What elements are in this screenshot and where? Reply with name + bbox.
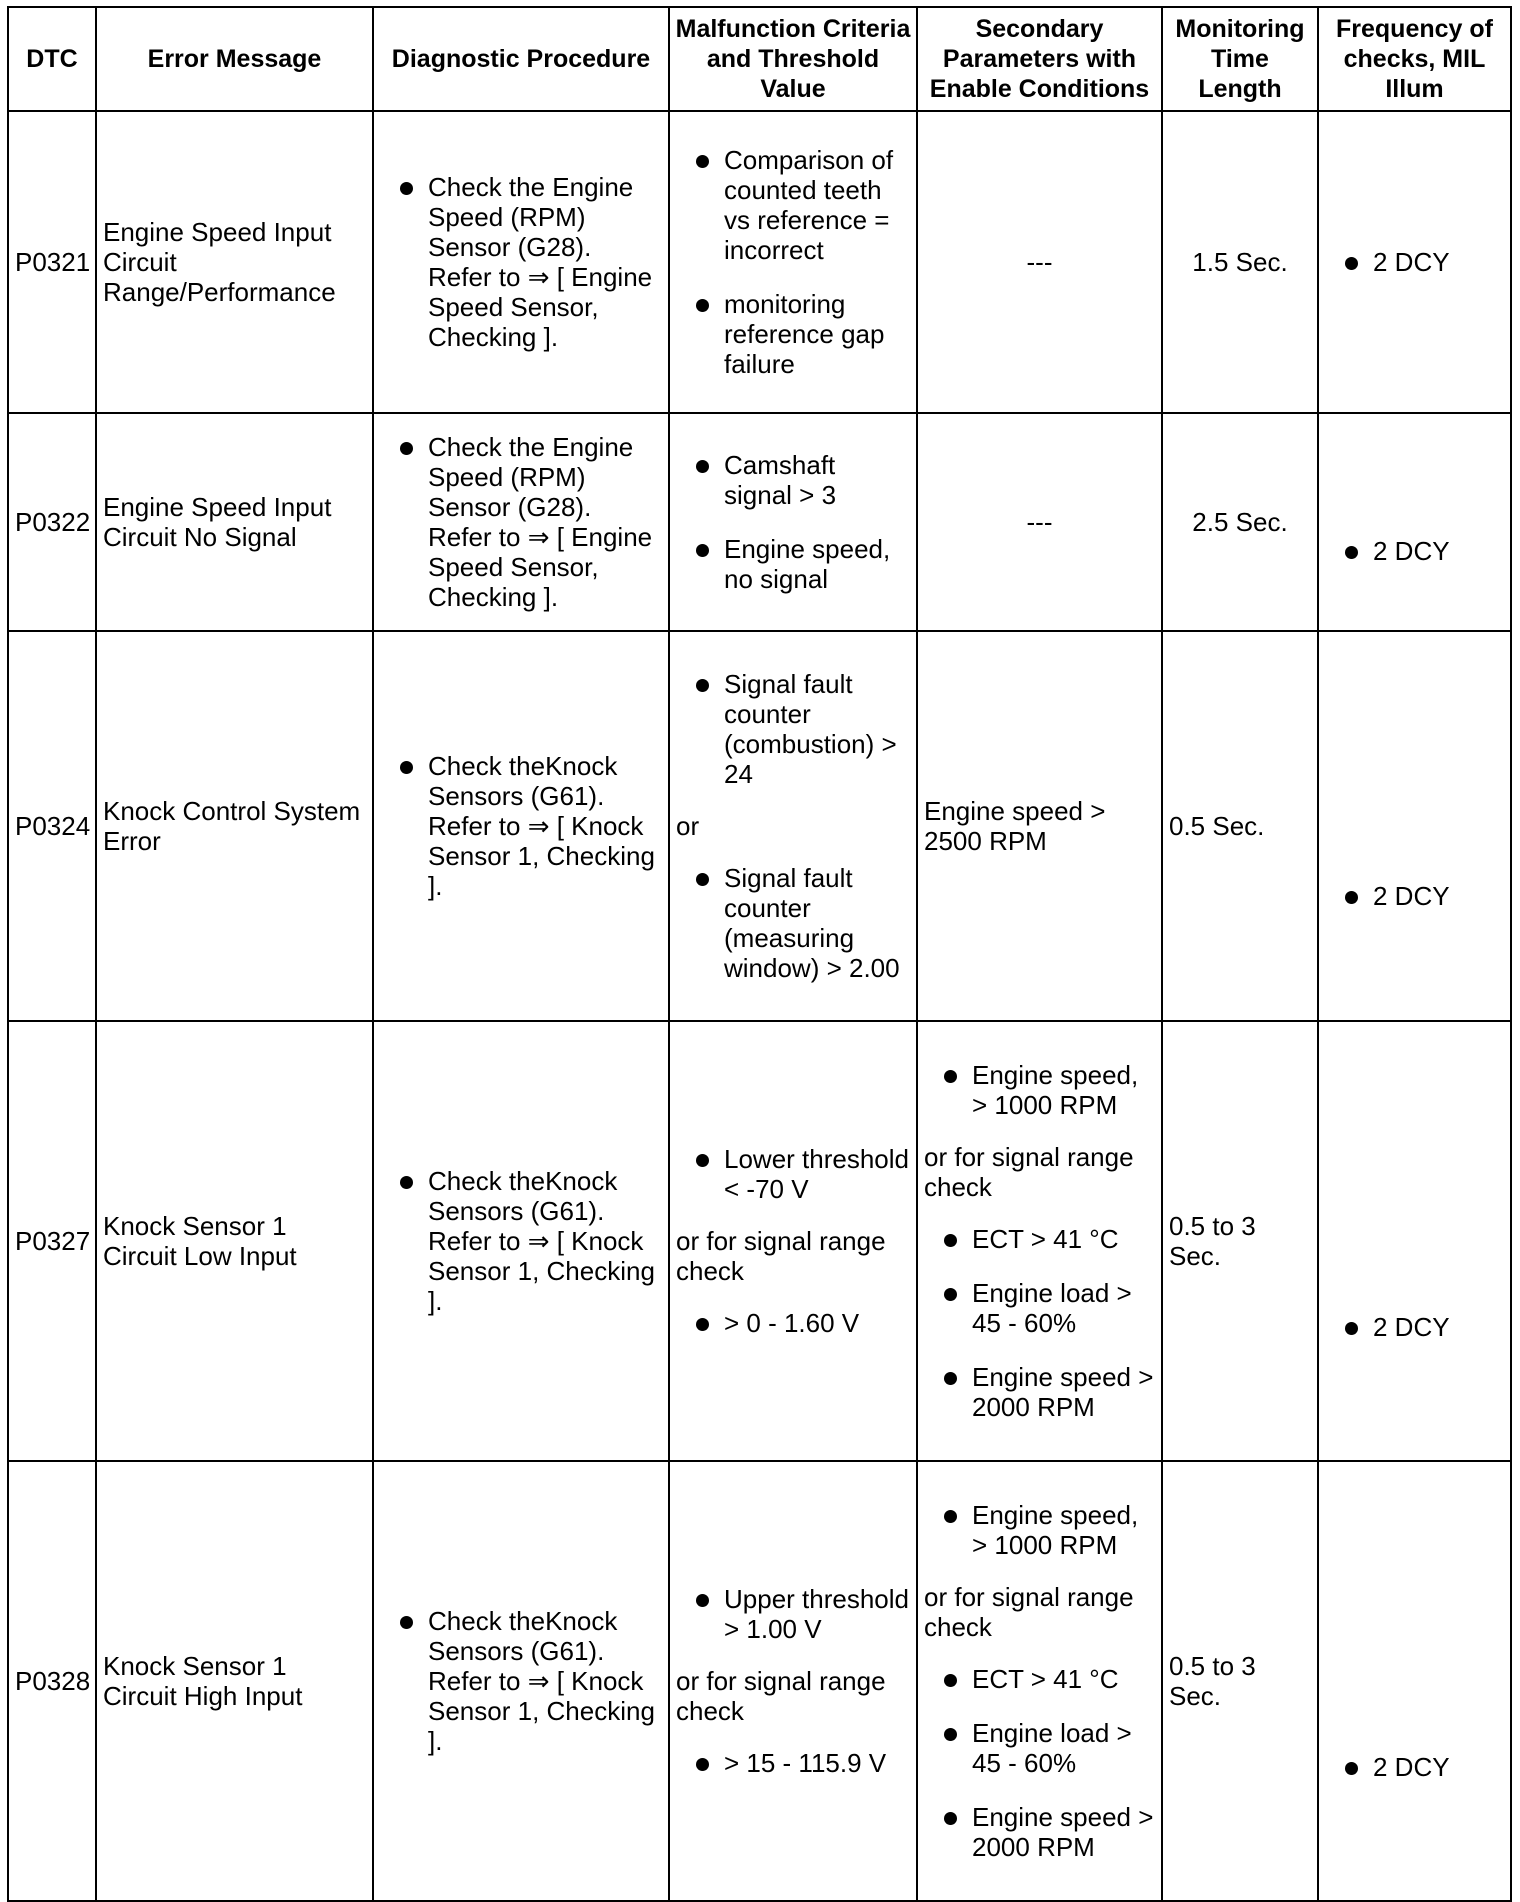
dtc-table [7, 6, 1512, 1902]
monitoring-time: 2.5 Sec. [1162, 413, 1318, 631]
secondary-item: ECT > 41 °C [924, 1224, 1155, 1254]
secondary-parameters: Engine speed > 2500 RPM [917, 631, 1162, 1021]
table-row [8, 1461, 1511, 1901]
diagnostic-procedure [373, 111, 669, 413]
secondary-or-text: or for signal range check [924, 1582, 1134, 1642]
criteria-item: Lower threshold < -70 V [676, 1144, 910, 1204]
header-malfunction-criteria: Malfunction Criteria and Threshold Value [669, 7, 917, 111]
secondary-parameters: --- [917, 413, 1162, 631]
header-error-message: Error Message [96, 7, 373, 111]
diagnostic-procedure [373, 1021, 669, 1461]
frequency-cell [1318, 631, 1511, 1021]
header-dtc: DTC [8, 7, 96, 111]
criteria-item: Camshaft signal > 3 [676, 450, 910, 510]
table-row [8, 111, 1511, 413]
dtc-code: P0322 [8, 413, 96, 631]
dtc-code: P0328 [8, 1461, 96, 1901]
frequency-item: 2 DCY [1325, 247, 1504, 277]
monitoring-time: 0.5 to 3 Sec. [1162, 1461, 1318, 1901]
frequency-item: 2 DCY [1325, 1312, 1504, 1342]
error-message: Knock Sensor 1 Circuit High Input [96, 1461, 373, 1901]
malfunction-criteria [669, 413, 917, 631]
malfunction-criteria [669, 631, 917, 1021]
criteria-or-text: or for signal range check [676, 1666, 886, 1726]
criteria-or-text: or for signal range check [676, 1226, 886, 1286]
criteria-item: > 15 - 115.9 V [676, 1748, 910, 1778]
dtc-code: P0327 [8, 1021, 96, 1461]
header-secondary-parameters: Secondary Parameters with Enable Conditions [917, 7, 1162, 111]
monitoring-time: 1.5 Sec. [1162, 111, 1318, 413]
procedure-item: Check theKnock Sensors (G61). Refer to ⇒ [ Knock Sensor 1, Checking ]. [380, 751, 662, 901]
procedure-item: Check theKnock Sensors (G61). Refer to ⇒ [ Knock Sensor 1, Checking ]. [380, 1166, 662, 1316]
secondary-item: ECT > 41 °C [924, 1664, 1155, 1694]
dtc-code: P0324 [8, 631, 96, 1021]
criteria-or-text: or [676, 811, 700, 841]
frequency-cell [1318, 111, 1511, 413]
monitoring-time: 0.5 to 3 Sec. [1162, 1021, 1318, 1461]
frequency-cell [1318, 413, 1511, 631]
header-row [8, 7, 1511, 111]
secondary-item: Engine speed, > 1000 RPM [924, 1500, 1155, 1560]
frequency-item: 2 DCY [1325, 881, 1504, 911]
table-row [8, 413, 1511, 631]
error-message: Knock Sensor 1 Circuit Low Input [96, 1021, 373, 1461]
criteria-item: monitoring reference gap failure [676, 289, 910, 379]
frequency-cell [1318, 1021, 1511, 1461]
procedure-item: Check theKnock Sensors (G61). Refer to ⇒ [ Knock Sensor 1, Checking ]. [380, 1606, 662, 1756]
criteria-item: > 0 - 1.60 V [676, 1308, 910, 1338]
diagnostic-procedure [373, 631, 669, 1021]
secondary-or-text: or for signal range check [924, 1142, 1134, 1202]
criteria-item: Signal fault counter (measuring window) > 2.00 [676, 863, 910, 983]
error-message: Knock Control System Error [96, 631, 373, 1021]
secondary-parameters [917, 1461, 1162, 1901]
frequency-item: 2 DCY [1325, 1752, 1504, 1782]
header-diagnostic-procedure: Diagnostic Procedure [373, 7, 669, 111]
malfunction-criteria [669, 1461, 917, 1901]
malfunction-criteria [669, 1021, 917, 1461]
criteria-item: Signal fault counter (combustion) > 24 [676, 669, 910, 789]
frequency-item: 2 DCY [1325, 536, 1504, 566]
secondary-parameters [917, 1021, 1162, 1461]
criteria-item: Upper threshold > 1.00 V [676, 1584, 910, 1644]
criteria-item: Comparison of counted teeth vs reference = incorrect [676, 145, 910, 265]
header-monitoring-time: Monitoring Time Length [1162, 7, 1318, 111]
frequency-cell [1318, 1461, 1511, 1901]
header-frequency: Frequency of checks, MIL Illum [1318, 7, 1511, 111]
error-message: Engine Speed Input Circuit Range/Performance [96, 111, 373, 413]
secondary-item: Engine speed, > 1000 RPM [924, 1060, 1155, 1120]
dtc-code: P0321 [8, 111, 96, 413]
criteria-item: Engine speed, no signal [676, 534, 910, 594]
table-row [8, 1021, 1511, 1461]
monitoring-time: 0.5 Sec. [1162, 631, 1318, 1021]
procedure-item: Check the Engine Speed (RPM) Sensor (G28). Refer to ⇒ [ Engine Speed Sensor, Checking ]. [380, 432, 662, 612]
secondary-item: Engine load > 45 - 60% [924, 1718, 1155, 1778]
secondary-item: Engine speed > 2000 RPM [924, 1362, 1155, 1422]
diagnostic-procedure [373, 413, 669, 631]
table-row [8, 631, 1511, 1021]
diagnostic-procedure [373, 1461, 669, 1901]
secondary-parameters: --- [917, 111, 1162, 413]
error-message: Engine Speed Input Circuit No Signal [96, 413, 373, 631]
secondary-item: Engine load > 45 - 60% [924, 1278, 1155, 1338]
procedure-item: Check the Engine Speed (RPM) Sensor (G28). Refer to ⇒ [ Engine Speed Sensor, Checking ]. [380, 172, 662, 352]
malfunction-criteria [669, 111, 917, 413]
secondary-item: Engine speed > 2000 RPM [924, 1802, 1155, 1862]
